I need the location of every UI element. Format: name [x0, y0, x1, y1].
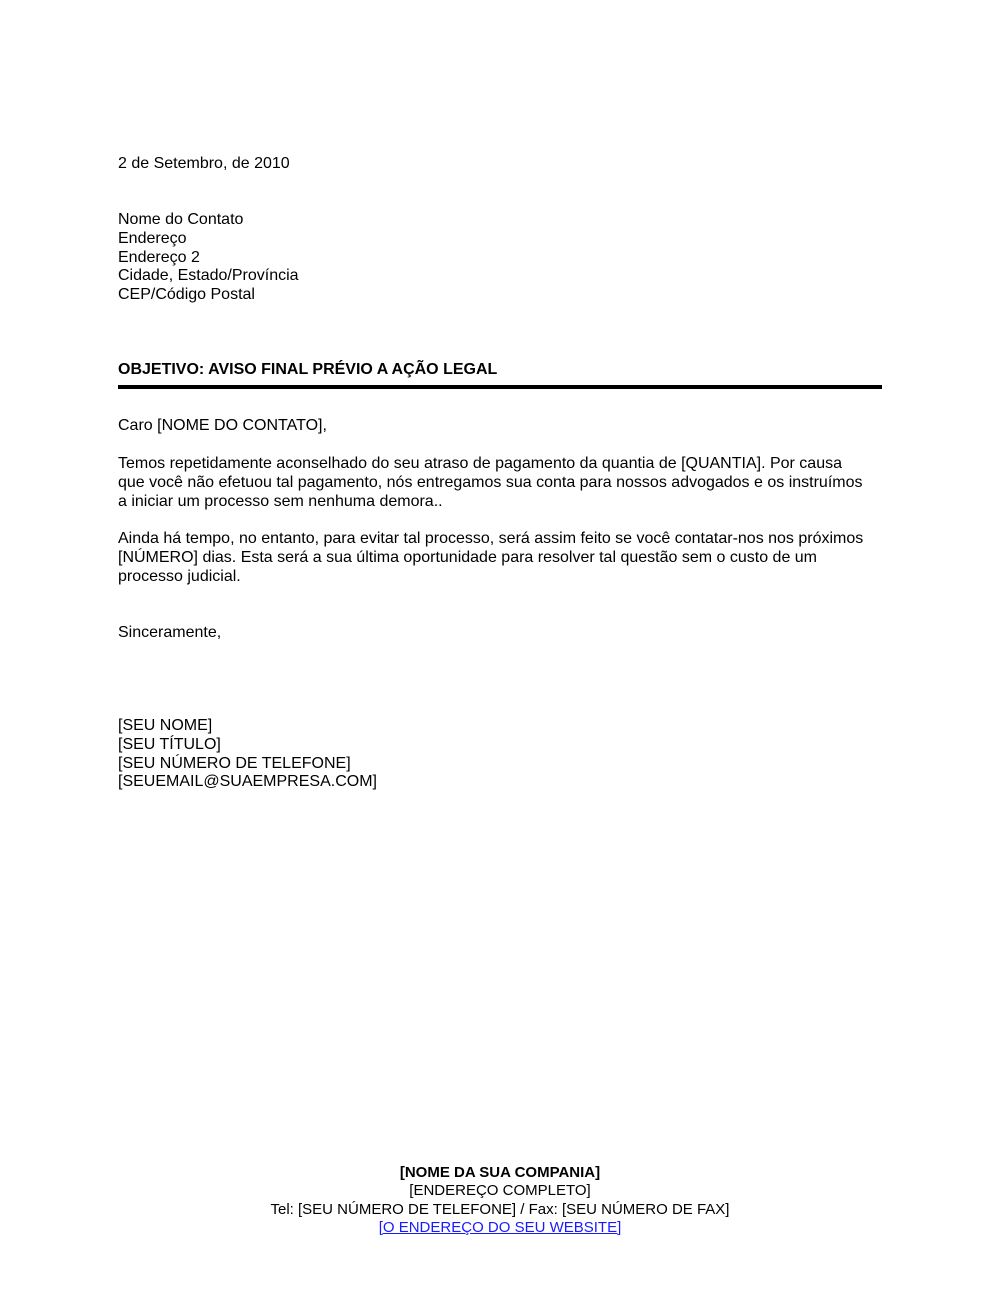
footer-address: [ENDEREÇO COMPLETO]	[409, 1182, 591, 1200]
footer-website-link[interactable]: [O ENDEREÇO DO SEU WEBSITE]	[378, 1218, 622, 1236]
paragraph-line: que você não efetuou tal pagamento, nós entregamos sua conta para nossos advogados e os instruímos	[118, 473, 863, 491]
signature-block	[118, 717, 377, 792]
recipient-postal-code: CEP/Código Postal	[118, 286, 255, 304]
body-paragraph-2	[118, 530, 863, 586]
closing	[118, 624, 221, 643]
footer-contact: Tel: [SEU NÚMERO DE TELEFONE] / Fax: [SEU NÚMERO DE FAX]	[270, 1200, 730, 1218]
subject-line	[118, 361, 497, 380]
paragraph-line: Temos repetidamente aconselhado do seu atraso de pagamento da quantia de [QUANTIA]. Por causa	[118, 455, 842, 472]
letter-date	[118, 155, 290, 174]
recipient-address1: Endereço	[118, 229, 187, 247]
company-footer	[0, 1164, 1000, 1237]
paragraph-line: a iniciar um processo sem nenhuma demora..	[118, 492, 443, 510]
footer-company-name: [NOME DA SUA COMPANIA]	[399, 1164, 601, 1181]
paragraph-line: [NÚMERO] dias. Esta será a sua última oportunidade para resolver tal questão sem o custo de um	[118, 548, 818, 566]
recipient-name: Nome do Contato	[118, 211, 244, 228]
date-text: 2 de Setembro, de 2010	[118, 155, 290, 172]
signature-title: [SEU TÍTULO]	[118, 735, 221, 753]
recipient-block	[118, 211, 299, 305]
subject-divider	[118, 385, 882, 389]
signature-name: [SEU NOME]	[118, 717, 213, 734]
footer-website-line	[0, 1219, 1000, 1237]
paragraph-line: Ainda há tempo, no entanto, para evitar tal processo, será assim feito se você contatar-nos nos próximos	[118, 530, 864, 547]
salutation	[118, 417, 327, 436]
paragraph-line: processo judicial.	[118, 567, 241, 585]
salutation-text: Caro [NOME DO CONTATO],	[118, 417, 327, 434]
closing-text: Sinceramente,	[118, 624, 222, 641]
signature-phone: [SEU NÚMERO DE TELEFONE]	[118, 754, 351, 772]
recipient-address2: Endereço 2	[118, 248, 200, 266]
signature-email: [SEUEMAIL@SUAEMPRESA.COM]	[118, 773, 377, 791]
body-paragraph-1	[118, 455, 862, 511]
recipient-city-state: Cidade, Estado/Província	[118, 267, 299, 285]
subject-text: OBJETIVO: AVISO FINAL PRÉVIO A AÇÃO LEGAL	[118, 361, 498, 378]
